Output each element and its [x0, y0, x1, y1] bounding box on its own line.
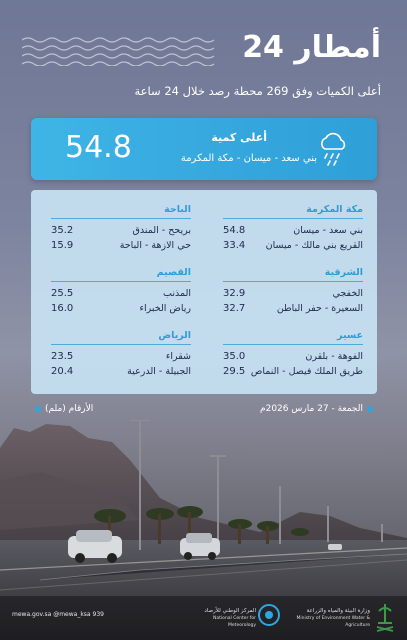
ncm-logo-icon: [258, 601, 280, 635]
station-name: الخفجي: [332, 288, 363, 299]
region-name: الشرقية: [324, 267, 363, 278]
station-row: [223, 364, 363, 379]
region-name: الباحة: [164, 204, 191, 215]
station-name: الجبيلة - الدرعية: [127, 366, 191, 377]
region-divider: [223, 344, 363, 345]
station-row: [223, 238, 363, 253]
region-asir: [223, 330, 363, 379]
region-makkah: [223, 204, 363, 253]
station-row: [51, 286, 191, 301]
station-name: الفوهة - بلقرن: [305, 351, 363, 362]
station-row: [223, 301, 363, 316]
station-value: 35.0: [223, 351, 246, 362]
station-row: [51, 238, 191, 253]
region-baha: [51, 204, 191, 253]
station-value: 33.4: [223, 240, 246, 251]
station-name: السعيرة - حفر الباطن: [276, 303, 363, 314]
region-riyadh: [51, 330, 191, 379]
page-title: أمطار 24: [242, 30, 381, 65]
station-row: [51, 349, 191, 364]
station-row: [51, 301, 191, 316]
region-divider: [223, 281, 363, 282]
bullet-icon: [35, 406, 41, 412]
station-row: [51, 364, 191, 379]
bullet-icon: [367, 406, 373, 412]
footer-bar: [0, 596, 407, 640]
highlight-value: 54.8: [65, 130, 132, 165]
station-row: [223, 349, 363, 364]
region-divider: [223, 218, 363, 219]
station-name: حي الازهة - الباحة: [119, 240, 191, 251]
station-value: 32.7: [223, 303, 246, 314]
wave-decoration: [22, 34, 218, 66]
social-handles: mewa.gov.sa @mewa_ksa 939: [12, 611, 104, 618]
highlight-station: بني سعد - ميسان - مكة المكرمة: [180, 153, 317, 164]
station-value: 15.9: [51, 240, 74, 251]
station-value: 32.9: [223, 288, 246, 299]
station-name: طريق الملك فيصل - النماص: [250, 366, 363, 377]
region-name: القصيم: [156, 267, 191, 278]
highlight-label: أعلى كمية: [211, 131, 267, 144]
stations-panel: [31, 190, 377, 394]
region-name: عسير: [337, 330, 363, 341]
station-value: 25.5: [51, 288, 74, 299]
meta-row: [31, 404, 377, 414]
station-name: بريحح - المندق: [132, 225, 191, 236]
station-name: شقراء: [165, 351, 191, 362]
region-qassim: [51, 267, 191, 316]
station-value: 20.4: [51, 366, 74, 377]
station-value: 23.5: [51, 351, 74, 362]
station-row: [223, 223, 363, 238]
region-name: الرياض: [158, 330, 191, 341]
station-name: رياض الخبراء: [139, 303, 191, 314]
station-row: [51, 223, 191, 238]
page-subtitle: أعلى الكميات وفق 269 محطة رصد خلال 24 ساعة: [134, 84, 381, 98]
region-name: مكة المكرمة: [306, 204, 363, 215]
station-value: 54.8: [223, 225, 246, 236]
ncm-name: المركز الوطني للأرصاد National Center for Meteorology: [204, 608, 256, 628]
station-name: المذنب: [163, 288, 191, 299]
unit-note: الأرقام (ملم): [31, 404, 93, 414]
highlight-card: [31, 118, 377, 180]
region-eastern: [223, 267, 363, 316]
station-value: 29.5: [223, 366, 246, 377]
rain-cloud-icon: [317, 131, 349, 167]
ministry-name: وزارة البيئة والمياه والزراعة Ministry of Environment Water & Agriculture: [296, 608, 370, 628]
station-row: [223, 286, 363, 301]
station-name: القريع بني مالك - ميسان: [265, 240, 363, 251]
station-value: 35.2: [51, 225, 74, 236]
date-note: الجمعة - 27 مارس 2026م: [260, 404, 377, 414]
region-divider: [51, 218, 191, 219]
region-divider: [51, 281, 191, 282]
station-name: بني سعد - ميسان: [293, 225, 363, 236]
ministry-logo-icon: [372, 601, 398, 635]
station-value: 16.0: [51, 303, 74, 314]
region-divider: [51, 344, 191, 345]
